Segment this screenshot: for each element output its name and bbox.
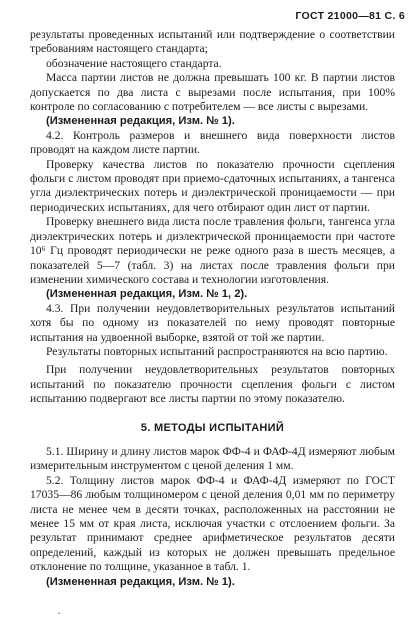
paragraph-repeat-failure: При получении неудовлетворительных результатов повторных испытаний по показателю прочности сцепления фольги с листом испытанию подвергают все листы партии по этому показателю. <box>30 363 395 406</box>
amendment-note: (Измененная редакция, Изм. № 1). <box>46 115 235 128</box>
amendment-note: (Измененная редакция, Изм. № 1, 2). <box>46 288 248 301</box>
amendment-note: (Измененная редакция, Изм. № 1). <box>46 575 235 588</box>
scan-mark: · <box>57 606 61 620</box>
paragraph-batch-mass: Масса партии листов не должна превышать 100 кг. В партии листов допускается по два листа с вырезами после испытания, при 100% контроле по согласованию с потребителем — все листы с вырезами. <box>30 71 395 114</box>
paragraph-appearance-check: Проверку внешнего вида листа после травления фольги, тангенса угла диэлектрических потерь и диэлектрической проницаемости при частоте 10⁶ Гц проводят периодически не реже одного раза в шесть месяцев, а показателей 5—7 (табл. 3) на листах после травления фольги при изменении химического состава и технологии изготовления. <box>30 215 395 286</box>
paragraph-standard-designation: обозначение настоящего стандарта. <box>46 56 222 70</box>
section-title: 5. МЕТОДЫ ИСПЫТАНИЙ <box>140 421 285 434</box>
document-body <box>30 28 395 589</box>
paragraph-4-3: 4.3. При получении неудовлетворительных результатов испытаний хотя бы по одному из показателей по нему проводят повторные испытания на удвоенной выборке, взятой от той же партии. <box>30 301 395 344</box>
paragraph-5-2: 5.2. Толщину листов марок ФФ-4 и ФАФ-4Д измеряют по ГОСТ 17035—86 любым толщиномером с ценой деления 0,01 мм по периметру листа не менее чем в десяти точках, расположенных на расстоянии не менее 15 мм от края листа, исключая участки с отслоением фольги. За результат принимают среднее арифметическое результатов десяти определений, каждый из которых не должен превышать предельное отклонение по толщине, указанное в табл. 1. <box>30 473 395 574</box>
paragraph-adhesion-check: Проверку качества листов по показателю прочности сцепления фольги с листом проводят при приемо-сдаточных испытаниях, а тангенса угла диэлектрических потерь и диэлектрической проницаемости — при периодических испытаниях, для чего отбирают один лист от партии. <box>30 157 395 214</box>
paragraph-repeat-results: Результаты повторных испытаний распространяются на всю партию. <box>46 344 388 358</box>
paragraph-results: результаты проведенных испытаний или подтверждение о соответствии требованиям настоящего стандарта; <box>30 28 395 56</box>
page-header: ГОСТ 21000—81 С. 6 <box>295 10 405 22</box>
paragraph-5-1: 5.1. Ширину и длину листов марок ФФ-4 и ФАФ-4Д измеряют любым измерительным инструментом с ценой деления 1 мм. <box>30 444 395 473</box>
paragraph-4-2: 4.2. Контроль размеров и внешнего вида поверхности листов проводят на каждом листе партии. <box>30 128 395 157</box>
